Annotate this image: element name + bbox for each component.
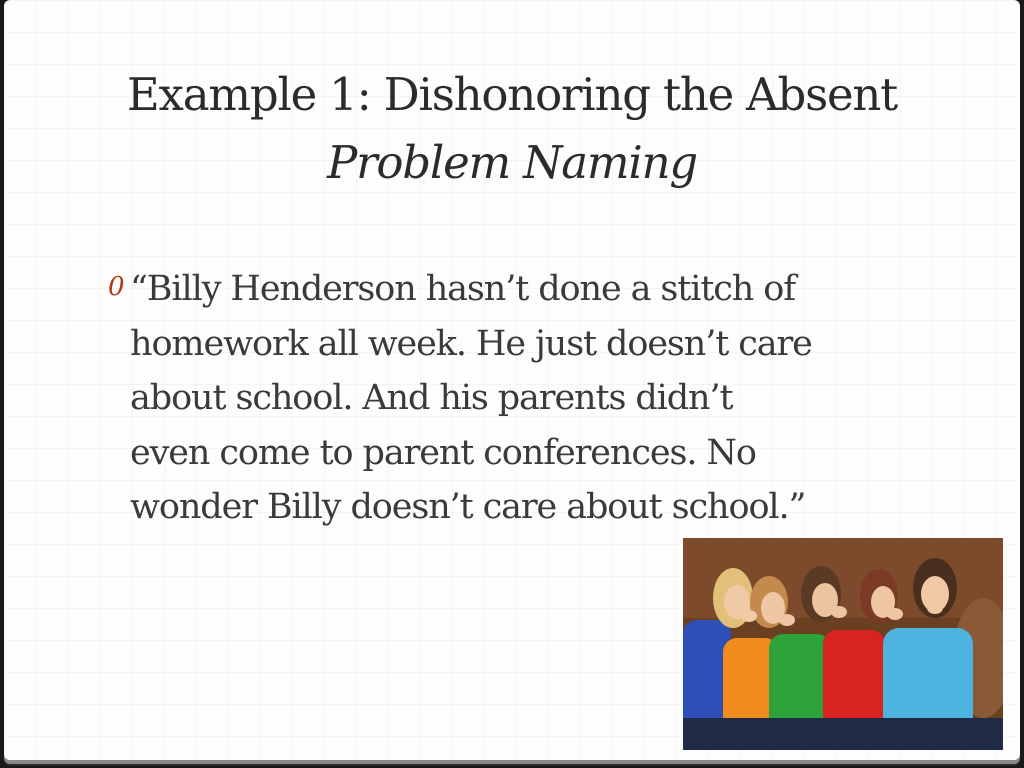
quote-line: about school. And his parents didn’t xyxy=(130,378,733,418)
photo-illustration xyxy=(683,538,1003,750)
gossiping-women-photo xyxy=(683,538,1003,750)
bullet-marker-icon: 0 xyxy=(108,272,125,302)
quote-bullet xyxy=(130,262,930,535)
slide-subtitle: Problem Naming xyxy=(327,136,697,189)
quote-line: homework all week. He just doesn’t care xyxy=(130,323,812,364)
slide xyxy=(4,0,1020,760)
quote-line: even come to parent conferences. No xyxy=(130,432,756,473)
quote-line: “Billy Henderson hasn’t done a stitch of xyxy=(130,269,796,309)
quote-line: wonder Billy doesn’t care about school.” xyxy=(130,487,806,527)
slide-title: Example 1: Dishonoring the Absent xyxy=(126,68,898,121)
